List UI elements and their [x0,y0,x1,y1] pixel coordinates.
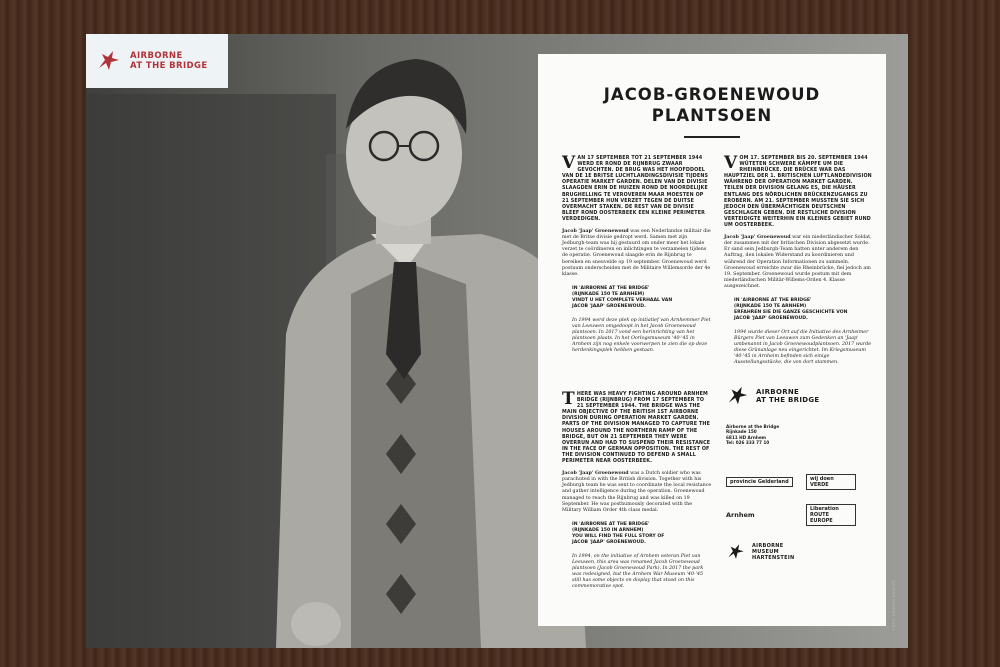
english-body: Jacob 'Jaap' Groenewoud was a Dutch soldier who was parachuted in with the British division. Together with his Jedburgh team he was sent to coordinate the local resistance and gather intelligence during the operation. Groenewoud managed to reach the Rijnbrug and was killed on 19 September. He was posthumously decorated with the Military William Order 4th class medal. [562,470,712,513]
english-dropcap: T [562,389,575,409]
museum-name: AIRBORNE MUSEUM HARTENSTEIN [752,542,795,561]
pegasus-icon [726,384,750,408]
dutch-column [562,153,712,354]
info-panel [538,54,886,626]
dutch-lead: VAN 17 SEPTEMBER TOT 21 SEPTEMBER 1944 WERD ER ROND DE RIJNBRUG ZWAAR GEVOCHTEN. DE BRUG WAS HET HOOFDDOEL VAN DE 1E BRITSE LUCHTLANDINGSDIVISIE TIJDENS OPERATIE MARKET GARDEN. DELEN VAN DE DIVISIE SLAAGDEN ERIN DE HUIZEN ROND DE NOORDELIJKE BRUGHELLING TE VEROVEREN MAAR MOESTEN OP 21 SEPTEMBER HUN VERZET TEGEN DE DUITSE OVERMACHT STAKEN. DE REST VAN DE DIVISIE BLEEF ROND OOSTERBEEK EEN KLEINE PERIMETER VERDEDIGEN. [562,153,709,222]
museum-logo [726,542,876,562]
brand-name: AIRBORNE AT THE BRIDGE [130,51,208,71]
english-column [562,389,712,590]
address-block: Airborne at the Bridge Rijnkade 150 6811 HD Arnhem Tel: 026 333 77 10 [726,424,780,446]
german-body: Jacob 'Jaap' Groenewoud war ein niederländischer Soldat, der zusammen mit der britischen Division abgesetzt wurde. Er sand sein Jedburgh-Team hatten unter anderem den Auftrag, den lokalen Widerstand zu koordinieren und während der Operation Informationen zu sammeln. Groenewoud erreichte zwar die Rheinbrücke, fiel jedoch am 19. September. Groenewoud wurde postum mit dem niederländischen Militär-Willems-Orden 4. Klasse ausgezeichnet. [724,234,872,289]
brand-name-secondary: AIRBORNE AT THE BRIDGE [756,387,820,404]
liberation-route-logo: Liberation ROUTE EUROPE [806,504,856,526]
memorial-plaque [86,34,908,648]
sponsor-area [726,384,876,562]
german-dropcap: V [724,153,738,173]
german-column [724,153,874,367]
english-reference: IN 'AIRBORNE AT THE BRIDGE' (RIJNKADE 150 IN ARNHEM) YOU WILL FIND THE FULL STORY OF JACOB 'JAAP' GROENEWOUD. [572,521,665,545]
dutch-dropcap: V [562,153,576,173]
provincie-gelderland-logo: provincie Gelderland [726,477,793,487]
pegasus-icon [726,542,746,562]
pegasus-icon [96,48,122,74]
dutch-note: In 1994 werd deze plek op initiatief van Arnhemmer Piet van Leeuwen omgedoopt in het Jacob Groenewoud plantsoen. In 2017 vond een herinrichting van het plantsoen plaats. In het Oorlogsmuseum '40-'45 in Arnhem zijn nog enkele voorwerpen te zien die op deze herdenkingsplek hebben gestaan. [572,317,711,354]
page-title: JACOB-GROENEWOUD PLANTSOEN [603,85,821,125]
brand-row [726,384,876,408]
dutch-reference: IN 'AIRBORNE AT THE BRIDGE' (RIJNKADE 150 TE ARNHEM) VINDT U HET COMPLETE VERHAAL VAN JACOB 'JAAP' GROENEWOUD. [572,285,673,309]
photo-credit: FOTO: ARNHEM MUSEUM [892,580,896,630]
english-note: In 1994, on the initiative of Arnhem veteran Piet van Leeuwen, this area was renamed Jacob Groenewoud plantsoen (Jacob Groenewoud Park). In 2017 the park was redesigned, but the Arnhem War Museum '40-'45 still has some objects on display that stood on this commemorative spot. [572,553,704,590]
partner-logos [726,474,876,526]
arnhem-logo: Arnhem [726,510,755,519]
english-lead: THERE WAS HEAVY FIGHTING AROUND ARNHEM BRIDGE (RIJNBRUG) FROM 17 SEPTEMBER TO 21 SEPTEMBER 1944. THE BRIDGE WAS THE MAIN OBJECTIVE OF THE BRITISH 1ST AIRBORNE DIVISION DURING OPERATION MARKET GARDEN. PARTS OF THE DIVISION MANAGED TO CAPTURE THE HOUSES AROUND THE NORTHERN RAMP OF THE BRIDGE, BUT ON 21 SEPTEMBER THEY WERE OVERRUN AND HAD TO SUSPEND THEIR RESISTANCE IN THE FACE OF GERMAN OPPOSITION. THE REST OF THE DIVISION CONTINUED TO DEFEND A SMALL PERIMETER NEAR OOSTERBEEK. [562,389,711,465]
german-lead: VOM 17. SEPTEMBER BIS 20. SEPTEMBER 1944 WÜTETEN SCHWERE KÄMPFE UM DIE RHEINBRÜCKE. DIE BRÜCKE WAR DAS HAUPTZIEL DER 1. BRITISCHEN LUFTLANDEDIVISION WÄHREND DER OPERATION MARKET GARDEN. TEILEN DER DIVISION GELANG ES, DIE HÄUSER ENTLANG DES NÖRDLICHEN BRÜCKENZUGANGS ZU EROBERN. AM 21. SEPTEMBER MUSSTEN SIE SICH JEDOCH DEN ÜBERMÄCHTIGEN DEUTSCHEN GESCHLAGEN GEBEN. DIE RESTLICHE DIVISION VERTEIDIGTE WEITERHIN EIN KLEINES GEBIET RUND UM OOSTERBEEK. [724,153,872,229]
dutch-body: Jacob 'Jaap' Groenewoud was een Nederlandse militair die met de Britse divisie gedropt werd. Samen met zijn Jedburgh-team was hij gestuurd om onder meer het lokale verzet te coördineren en inlichtingen te verzamelen tijdens de operatie. Groenewoud slaagde erin de Rijnbrug te bereiken en sneuvelde op 19 september. Groenewoud werd postuum onderscheiden met de Militaire Willemsorde der 4e klasse. [562,228,711,277]
german-reference: IN 'AIRBORNE AT THE BRIDGE' (RIJNKADE 150 TE ARNHEM) ERFAHREN SIE DIE GANZE GESCHICHTE VON JACOB 'JAAP' GROENEWOUD. [734,297,848,321]
german-note: 1994 wurde dieser Ort auf die Initiative des Arnheimer Bürgers Piet van Leeuwen zum Gedenken an 'Jaap' umbenannt in Jacob Groenewoudplantsoen. 2017 wurde diese Grünanlage neu eingerichtet. Im Kriegsmuseum '40-'45 in Arnheim befinden sich einige Ausstellungsstücke, die von dort stammen. [734,329,872,366]
wij-doen-logo: wij doen VERDE [806,474,856,490]
brand-logo-box [86,34,228,88]
title-divider [684,136,740,138]
